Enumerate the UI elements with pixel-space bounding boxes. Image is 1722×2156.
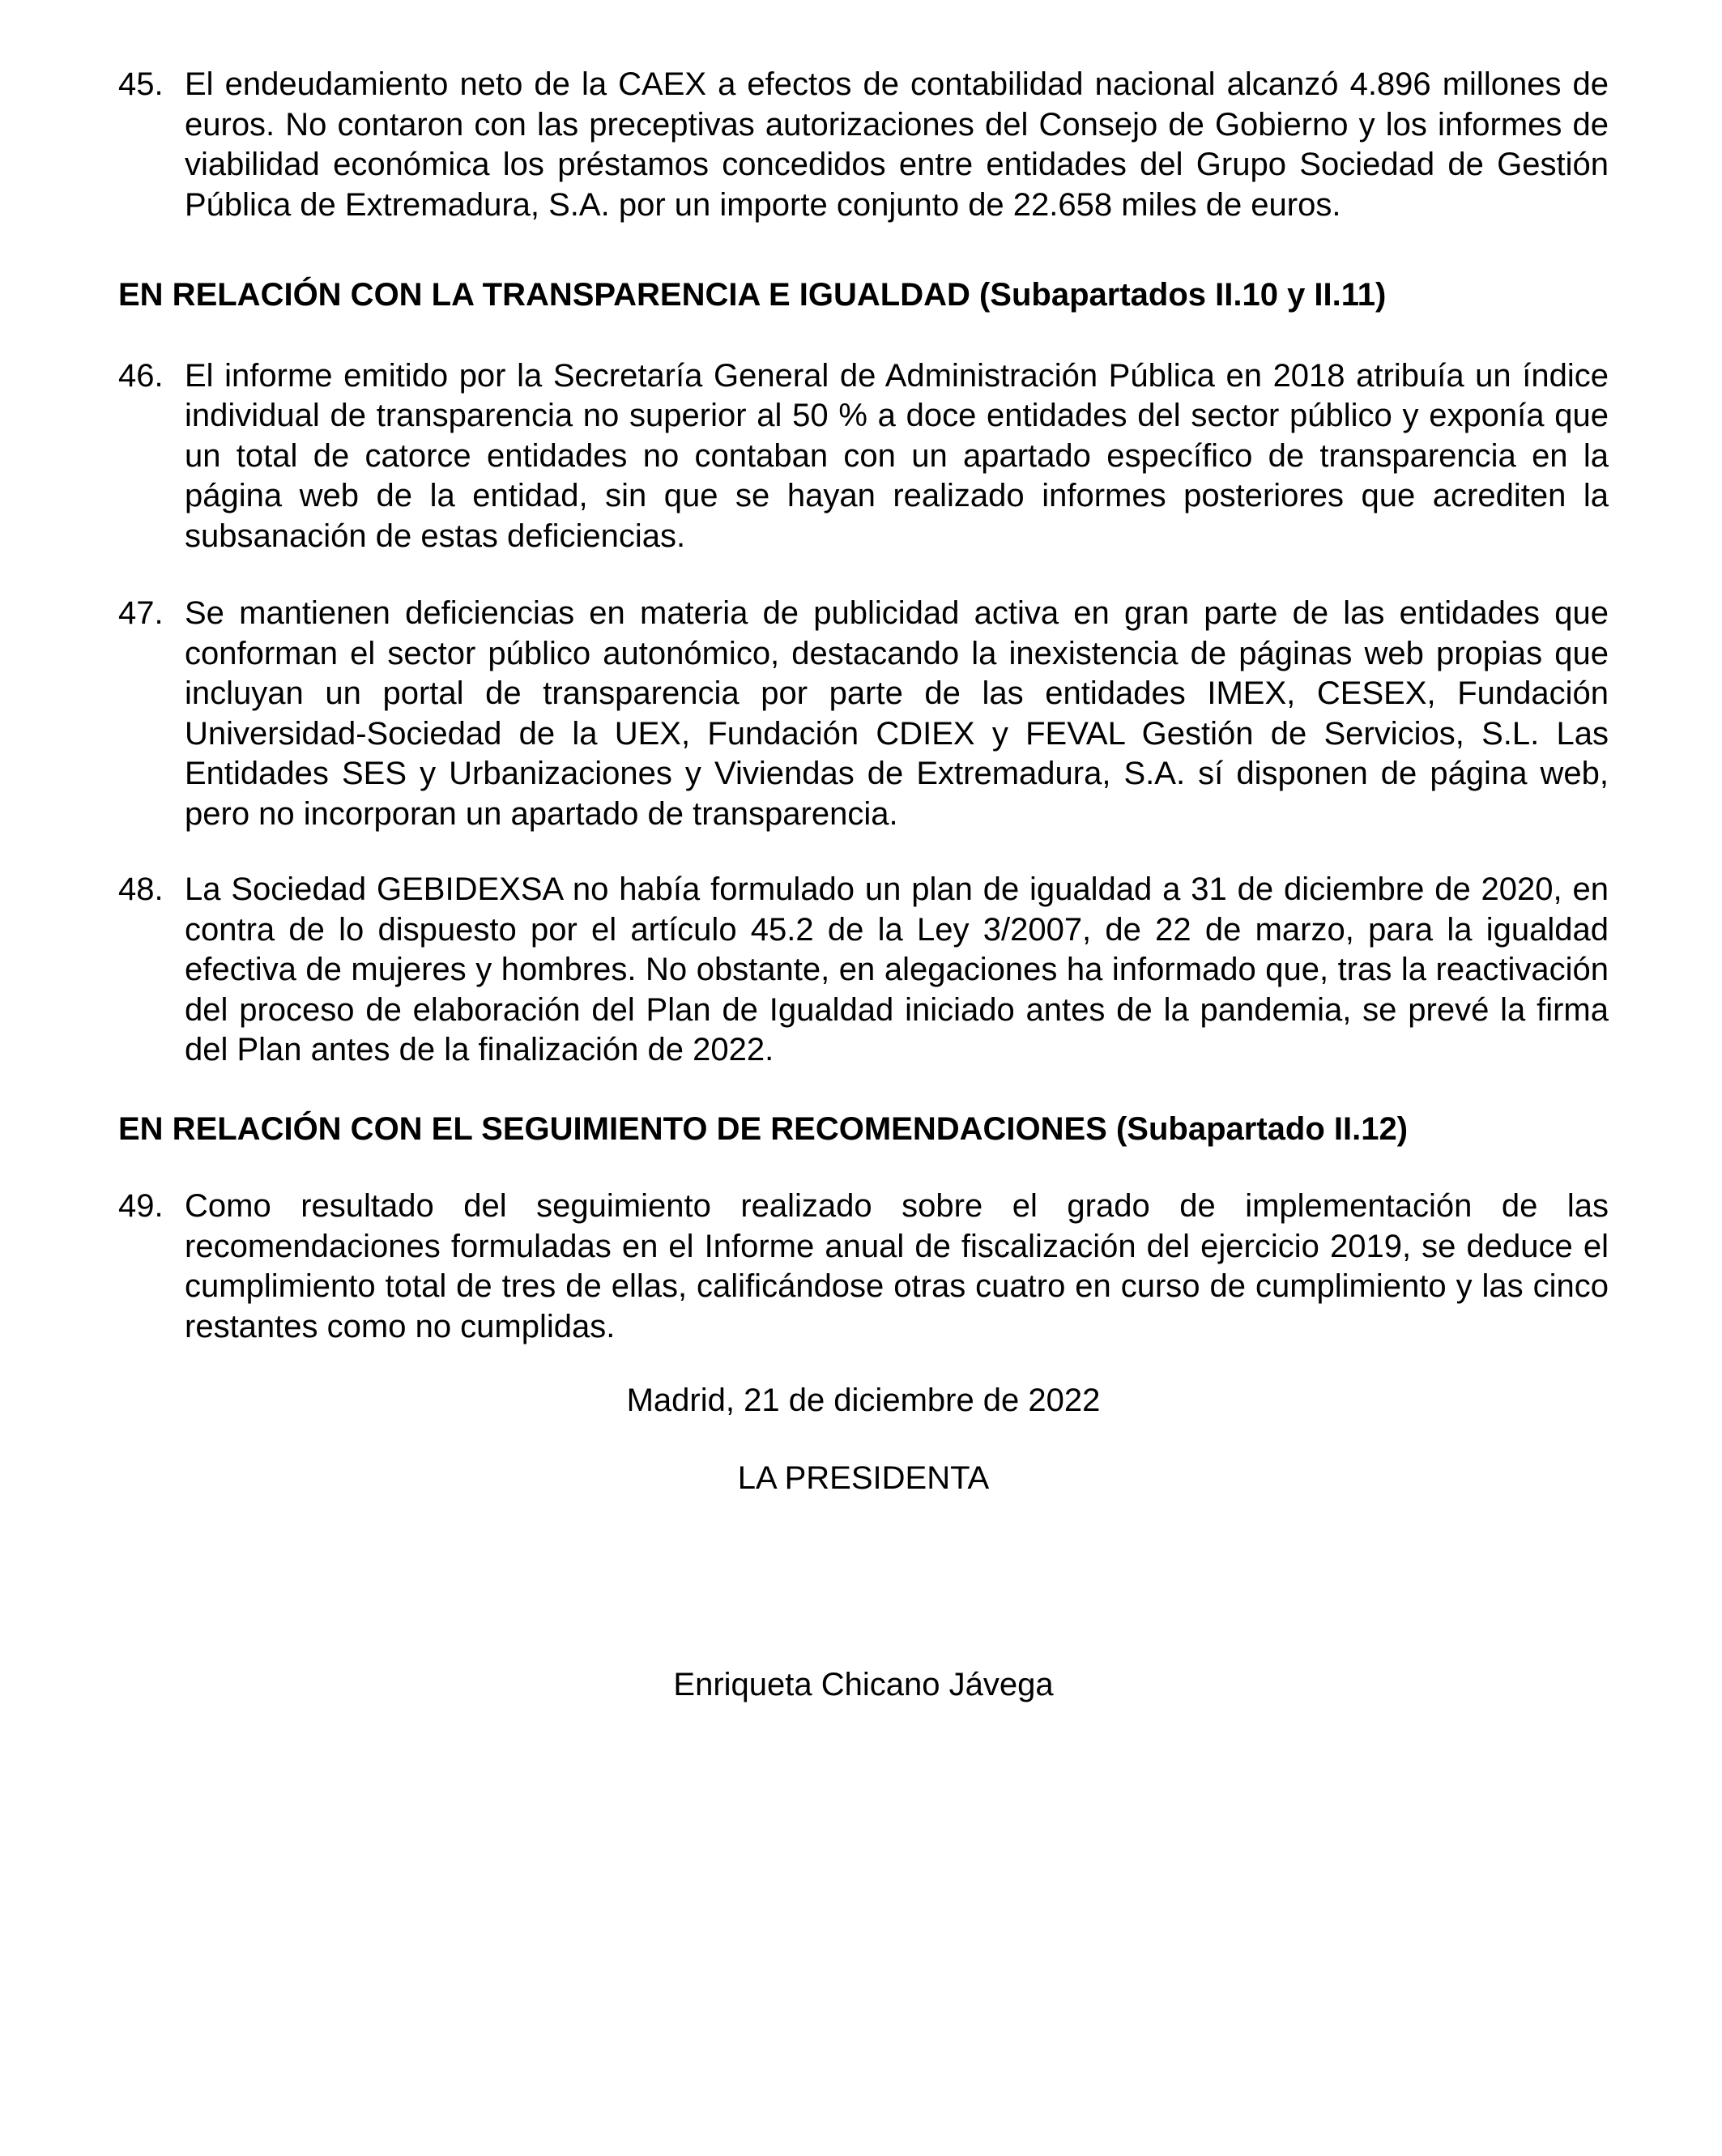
paragraph-text: Se mantienen deficiencias en materia de publicidad activa en gran parte de las entidades que conforman el sector público autonómico, destacando la inexistencia de páginas web propias que incluyan un portal de transparencia por parte de las entidades IMEX, CESEX, Fundación Universidad-Sociedad de la UEX, Fundación CDIEX y FEVAL Gestión de Servicios, S.L. Las Entidades SES y Urbanizaciones y Viviendas de Extremadura, S.A. sí disponen de página web, pero no incorporan un apartado de transparencia. xyxy=(185,595,1609,832)
paragraph-text: El informe emitido por la Secretaría General de Administración Pública en 2018 atribuía un índice individual de transparencia no superior al 50 % a doce entidades del sector público y exponía que un total de catorce entidades no contaban con un apartado específico de transparencia en la página web de la entidad, sin que se hayan realizado informes posteriores que acrediten la subsanación de estas deficiencias. xyxy=(185,357,1609,554)
paragraph-number: 47. xyxy=(118,595,164,631)
paragraph-number: 45. xyxy=(118,66,164,102)
section-heading-transparencia: EN RELACIÓN CON LA TRANSPARENCIA E IGUALDAD (Subapartados II.10 y II.11) xyxy=(118,277,1387,313)
paragraph-number: 46. xyxy=(118,357,164,394)
paragraph-45 xyxy=(118,65,1609,225)
paragraph-text: El endeudamiento neto de la CAEX a efectos de contabilidad nacional alcanzó 4.896 millones de euros. No contaron con las preceptivas autorizaciones del Consejo de Gobierno y los informes de viabilidad económica los préstamos concedidos entre entidades del Grupo Sociedad de Gestión Pública de Extremadura, S.A. por un importe conjunto de 22.658 miles de euros. xyxy=(185,66,1609,223)
section-heading-recomendaciones: EN RELACIÓN CON EL SEGUIMIENTO DE RECOMENDACIONES (Subapartado II.12) xyxy=(118,1110,1409,1147)
paragraph-47 xyxy=(118,594,1609,834)
signatory-role: LA PRESIDENTA xyxy=(737,1459,990,1496)
paragraph-48 xyxy=(118,870,1609,1071)
paragraph-text: Como resultado del seguimiento realizado sobre el grado de implementación de las recomendaciones formuladas en el Informe anual de fiscalización del ejercicio 2019, se deduce el cumplimiento total de tres de ellas, calificándose otras cuatro en curso de cumplimiento y las cinco restantes como no cumplidas. xyxy=(185,1188,1609,1344)
place-date: Madrid, 21 de diciembre de 2022 xyxy=(626,1383,1101,1418)
paragraph-46 xyxy=(118,356,1609,557)
paragraph-number: 48. xyxy=(118,871,164,907)
paragraph-49 xyxy=(118,1187,1609,1347)
signatory-name: Enriqueta Chicano Jávega xyxy=(673,1667,1054,1702)
paragraph-number: 49. xyxy=(118,1188,164,1224)
paragraph-text: La Sociedad GEBIDEXSA no había formulado un plan de igualdad a 31 de diciembre de 2020, en contra de lo dispuesto por el artículo 45.2 de la Ley 3/2007, de 22 de marzo, para la igualdad efectiva de mujeres y hombres. No obstante, en alegaciones ha informado que, tras la reactivación del proceso de elaboración del Plan de Igualdad iniciado antes de la pandemia, se prevé la firma del Plan antes de la finalización de 2022. xyxy=(185,871,1609,1067)
